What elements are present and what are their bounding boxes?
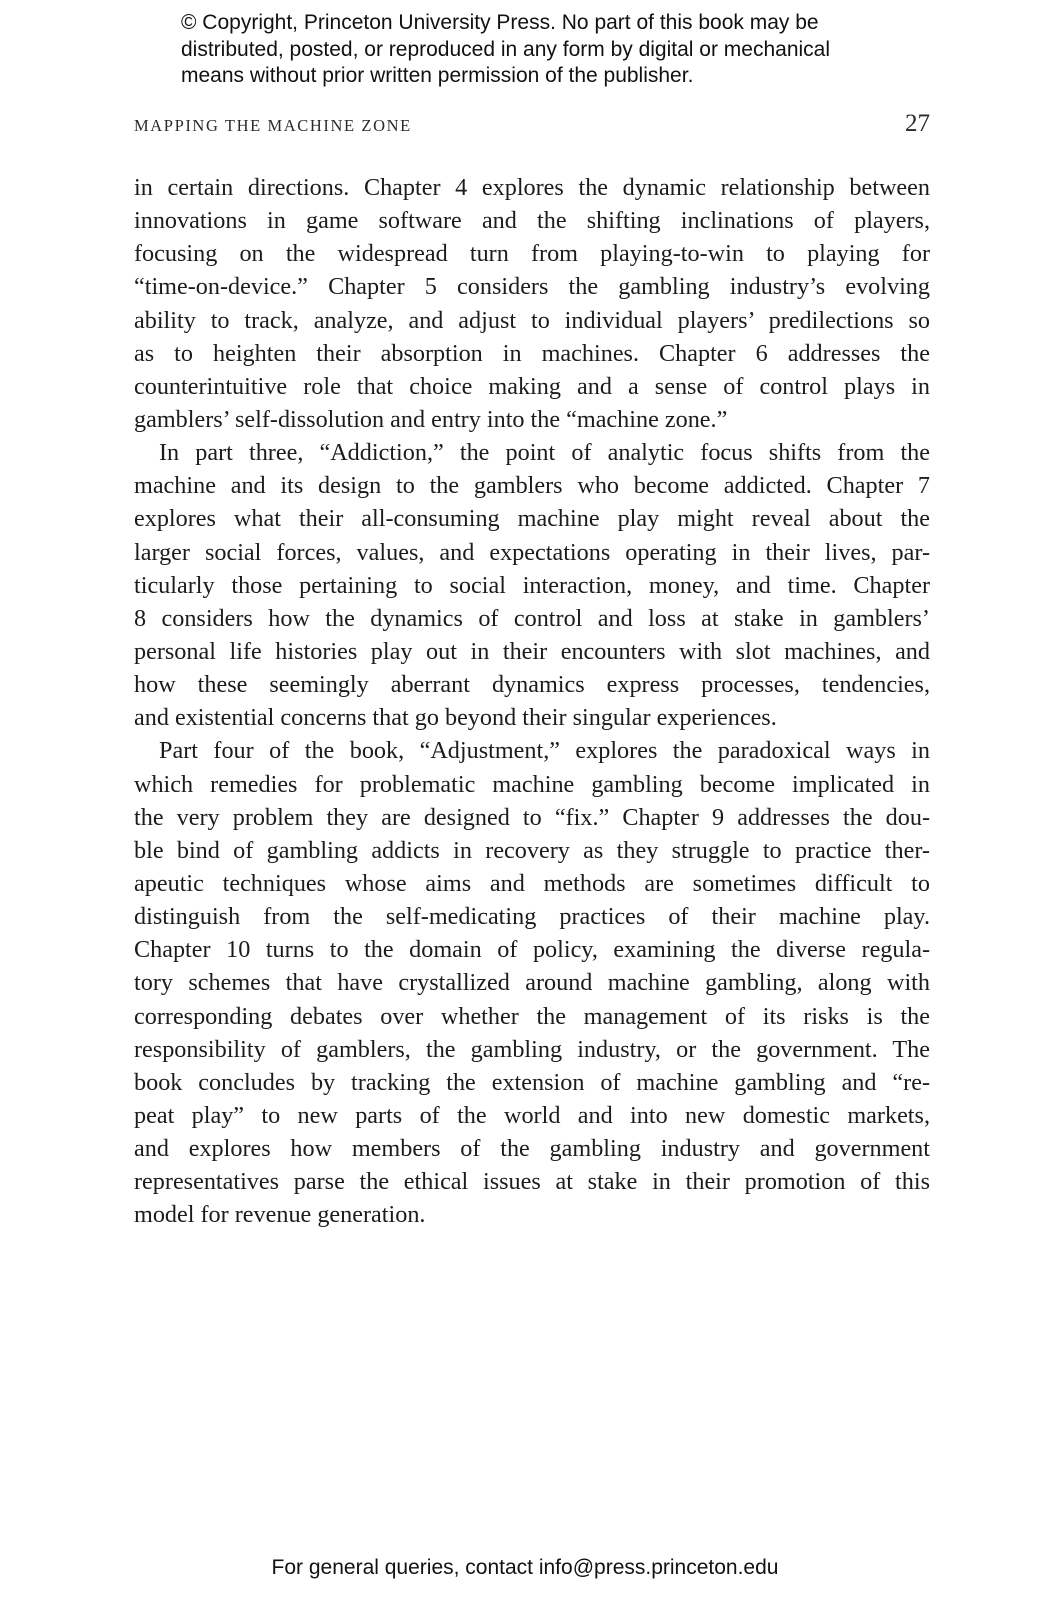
text-line: book concludes by tracking the extension of machine gambling and “re-	[134, 1068, 930, 1096]
text-line: explores what their all-consuming machine play might reveal about the	[134, 505, 930, 533]
page-number: 27	[905, 110, 930, 137]
paragraph	[134, 734, 930, 1231]
text-line: and explores how members of the gambling industry and government	[134, 1135, 930, 1163]
text-line: responsibility of gamblers, the gambling industry, or the government. The	[134, 1035, 930, 1063]
text-line: “time-on-device.” Chapter 5 considers the gambling industry’s evolving	[134, 273, 930, 301]
text-line: ticularly those pertaining to social interaction, money, and time. Chapter	[134, 571, 930, 599]
text-line: tory schemes that have crystallized around machine gambling, along with	[134, 969, 930, 997]
text-line: In part three, “Addiction,” the point of analytic focus shifts from the	[159, 439, 930, 467]
text-line: peat play” to new parts of the world and into new domestic markets,	[134, 1101, 930, 1129]
text-line: as to heighten their absorption in machines. Chapter 6 addresses the	[134, 339, 930, 367]
paragraph	[134, 436, 930, 734]
running-head-title: MAPPING THE MACHINE ZONE	[134, 116, 412, 135]
text-line: larger social forces, values, and expectations operating in their lives, par-	[134, 538, 930, 566]
text-line: how these seemingly aberrant dynamics express processes, tendencies,	[134, 671, 930, 699]
text-line: machine and its design to the gamblers who become addicted. Chapter 7	[134, 472, 930, 500]
body-text	[134, 171, 930, 1232]
footer-contact: For general queries, contact info@press.princeton.edu	[271, 1556, 779, 1579]
text-line: the very problem they are designed to “fix.” Chapter 9 addresses the dou-	[134, 803, 930, 831]
copyright-notice	[181, 10, 901, 90]
text-line: distinguish from the self-medicating practices of their machine play.	[134, 903, 930, 931]
text-line: Part four of the book, “Adjustment,” explores the paradoxical ways in	[159, 737, 930, 765]
text-line: 8 considers how the dynamics of control and loss at stake in gamblers’	[134, 604, 930, 632]
text-line: corresponding debates over whether the management of its risks is the	[134, 1002, 930, 1030]
text-line: model for revenue generation.	[134, 1201, 426, 1229]
text-line: focusing on the widespread turn from playing-to-win to playing for	[134, 240, 930, 268]
text-line: representatives parse the ethical issues at stake in their promotion of this	[134, 1168, 930, 1196]
text-line: which remedies for problematic machine gambling become implicated in	[134, 770, 930, 798]
copyright-line: distributed, posted, or reproduced in any form by digital or mechanical	[181, 37, 831, 61]
text-line: Chapter 10 turns to the domain of policy, examining the diverse regula-	[134, 936, 930, 964]
text-line: personal life histories play out in their encounters with slot machines, and	[134, 637, 930, 665]
text-line: in certain directions. Chapter 4 explores the dynamic relationship between	[134, 174, 930, 201]
text-line: apeutic techniques whose aims and methods are sometimes difficult to	[134, 869, 930, 897]
text-line: counterintuitive role that choice making and a sense of control plays in	[134, 372, 930, 400]
text-line: ability to track, analyze, and adjust to individual players’ predilections so	[134, 306, 930, 334]
copyright-line: means without prior written permission of the publisher.	[181, 64, 694, 87]
running-head	[134, 110, 930, 142]
text-line: and existential concerns that go beyond their singular experiences.	[134, 704, 777, 732]
copyright-line: © Copyright, Princeton University Press. No part of this book may be	[181, 11, 819, 34]
text-line: gamblers’ self-dissolution and entry into the “machine zone.”	[134, 405, 728, 433]
text-line: ble bind of gambling addicts in recovery as they struggle to practice ther-	[134, 836, 930, 864]
text-line: innovations in game software and the shifting inclinations of players,	[134, 207, 930, 235]
paragraph	[134, 171, 930, 436]
